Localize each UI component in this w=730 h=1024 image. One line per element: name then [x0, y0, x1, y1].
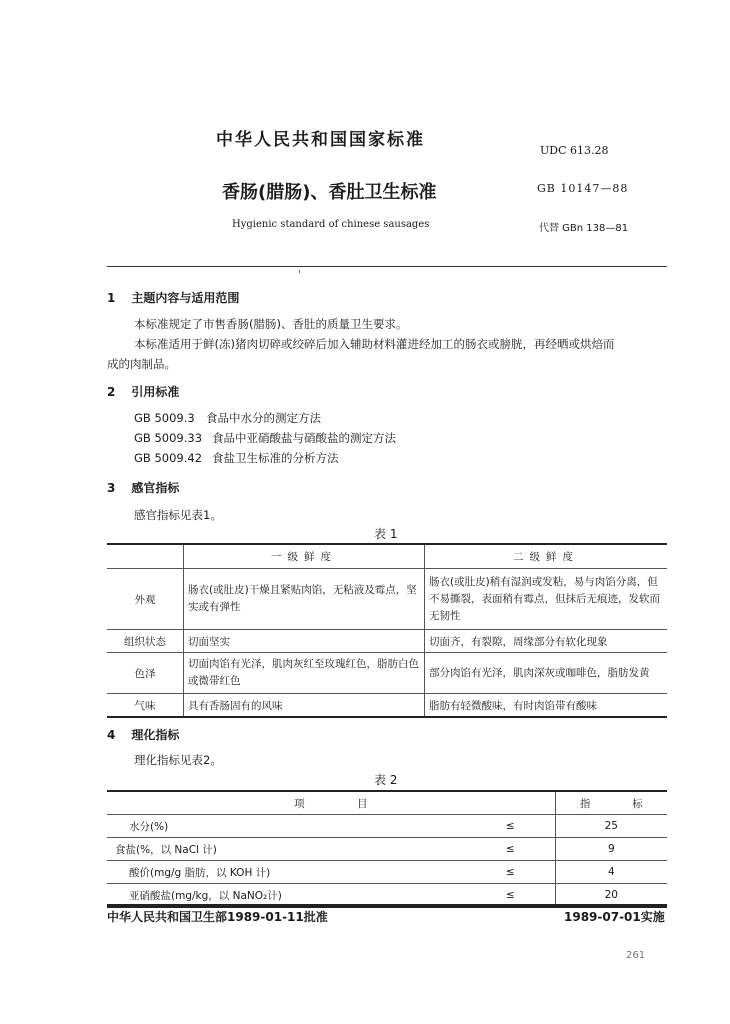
value-cell: 20: [555, 884, 667, 908]
grade-2-cell: 脂肪有轻微酸味，有时肉馅带有酸味: [425, 694, 668, 718]
grade-2-cell: 部分肉馅有光泽，肌肉深灰或咖啡色，脂肪发黄: [425, 653, 668, 694]
grade-2-cell: 切面齐，有裂隙，周缘部分有软化现象: [425, 630, 668, 653]
reference-code: GB 5009.3: [134, 411, 195, 425]
row-label: 外观: [107, 569, 184, 630]
table-row: [107, 694, 667, 718]
table-header-row: [107, 544, 667, 569]
standard-category-title: 中华人民共和国国家标准: [216, 130, 425, 150]
table-header-row: [107, 791, 667, 815]
value-cell: 9: [555, 838, 667, 861]
reference-title: 食品中亚硝酸盐与硝酸盐的测定方法: [212, 431, 396, 445]
item-cell: 亚硝酸盐(mg/kg，以 NaNO₂计): [107, 884, 452, 908]
section-4-para: 理化指标见表2。: [134, 753, 222, 767]
section-4-title: 理化指标: [131, 728, 180, 742]
grade-1-cell: 切面肉馅有光泽，肌肉灰红至玫瑰红色，脂肪白色或微带红色: [184, 653, 425, 694]
operator-cell: ≤: [452, 861, 555, 884]
replaces-note: 代替 GBn 138—81: [539, 223, 629, 234]
table-header-cell: 项 目: [107, 791, 555, 815]
section-1-para-2a: 本标准适用于鲜(冻)猪肉切碎或绞碎后加入辅助材料灌进经加工的肠衣或膀胱，再经晒或烘焙而: [134, 337, 615, 351]
page-number: 261: [626, 950, 646, 961]
section-4-heading: [107, 726, 179, 743]
table-1-caption: 表 1: [374, 527, 398, 541]
reference-title: 食品中水分的测定方法: [206, 411, 321, 425]
effective-date: 1989-07-01实施: [564, 910, 665, 924]
reference-item: [134, 428, 396, 448]
gb-number: GB 10147—88: [537, 182, 629, 195]
table-row: [107, 815, 667, 838]
section-2-heading: [107, 383, 179, 400]
section-3-title: 感官指标: [131, 481, 180, 495]
row-label: 组织状态: [107, 630, 184, 653]
section-3-heading: [107, 479, 179, 496]
scan-mark: [299, 270, 300, 273]
grade-1-cell: 肠衣(或肚皮)干燥且紧贴肉馅，无粘液及霉点，坚实或有弹性: [184, 569, 425, 630]
reference-item: [134, 408, 321, 428]
section-1-number: 1: [107, 291, 116, 305]
sensory-table: [107, 543, 667, 718]
item-cell: 食盐(%，以 NaCl 计): [107, 838, 452, 861]
section-1-heading: [107, 289, 239, 306]
value-cell: 25: [555, 815, 667, 838]
operator-cell: ≤: [452, 815, 555, 838]
udc-code: UDC 613.28: [540, 144, 609, 157]
reference-title: 食盐卫生标准的分析方法: [212, 451, 339, 465]
english-title: Hygienic standard of chinese sausages: [232, 219, 430, 230]
approval-note: 中华人民共和国卫生部1989-01-11批准: [107, 910, 328, 924]
operator-cell: ≤: [452, 838, 555, 861]
footer-rule: [107, 904, 667, 906]
section-1-title: 主题内容与适用范围: [131, 291, 240, 305]
item-cell: 酸价(mg/g 脂肪，以 KOH 计): [107, 861, 452, 884]
table-row: [107, 861, 667, 884]
section-3-number: 3: [107, 481, 116, 495]
section-1-para-1: 本标准规定了市售香肠(腊肠)、香肚的质量卫生要求。: [134, 317, 408, 331]
table-header-cell: 二级鲜度: [425, 544, 668, 569]
grade-1-cell: 切面坚实: [184, 630, 425, 653]
section-1-para-2b: 成的肉制品。: [107, 357, 176, 371]
top-rule: [107, 266, 667, 267]
row-label: 色泽: [107, 653, 184, 694]
reference-code: GB 5009.33: [134, 431, 203, 445]
section-4-number: 4: [107, 728, 116, 742]
section-2-number: 2: [107, 385, 116, 399]
value-cell: 4: [555, 861, 667, 884]
table-2-caption: 表 2: [374, 773, 398, 787]
standard-title: 香肠(腊肠)、香肚卫生标准: [222, 182, 437, 203]
reference-item: [134, 448, 339, 468]
item-cell: 水分(%): [107, 815, 452, 838]
table-header-cell: 指 标: [555, 791, 667, 815]
table-row: [107, 838, 667, 861]
table-row: [107, 569, 667, 630]
row-label: 气味: [107, 694, 184, 718]
table-header-cell: 一级鲜度: [184, 544, 425, 569]
grade-2-cell: 肠衣(或肚皮)稍有湿润或发粘，易与肉馅分离，但不易撕裂，表面稍有霉点，但抹后无痕迹，发软而无韧性: [425, 569, 668, 630]
table-row: [107, 630, 667, 653]
operator-cell: ≤: [452, 884, 555, 908]
table-header-cell: [107, 544, 184, 569]
section-2-title: 引用标准: [131, 385, 180, 399]
physicochemical-table: [107, 790, 667, 908]
section-3-para: 感官指标见表1。: [134, 508, 222, 522]
grade-1-cell: 具有香肠固有的风味: [184, 694, 425, 718]
reference-code: GB 5009.42: [134, 451, 203, 465]
table-row: [107, 653, 667, 694]
